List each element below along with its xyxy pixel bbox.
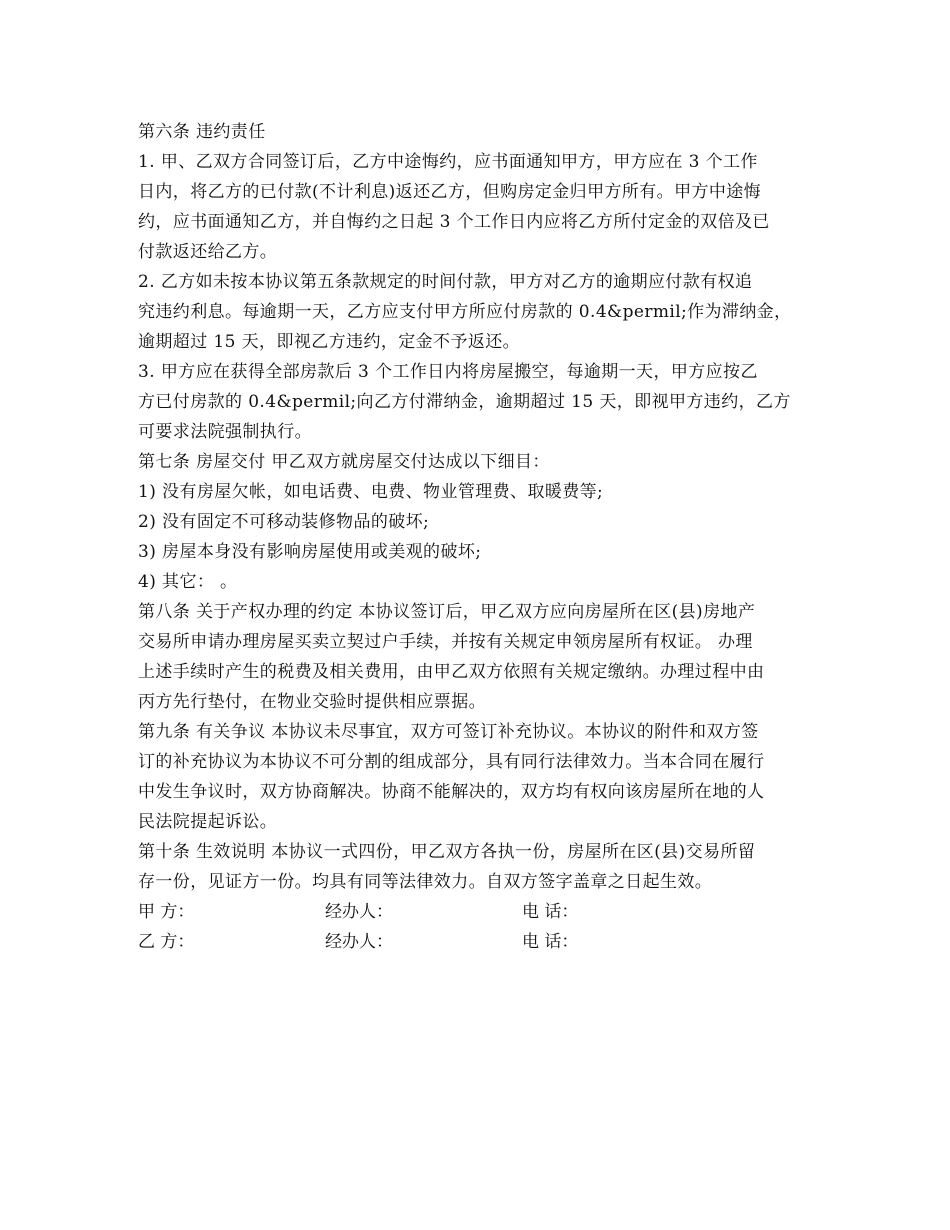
- text-line: 日内，将乙方的已付款(不计利息)返还乙方，但购房定金归甲方所有。甲方中途悔: [138, 182, 762, 202]
- text-line: 第六条 违约责任: [138, 122, 266, 142]
- text-line: 第七条 房屋交付 甲乙双方就房屋交付达成以下细目：: [138, 452, 550, 472]
- party-b-agent-label: 经办人：: [325, 932, 393, 952]
- text-line: 约，应书面通知乙方，并自悔约之日起 3 个工作日内应将乙方所付定金的双倍及已: [138, 212, 770, 232]
- text-line: 1. 甲、乙双方合同签订后，乙方中途悔约，应书面通知甲方，甲方应在 3 个工作: [138, 152, 758, 172]
- text-line: 2. 乙方如未按本协议第五条款规定的时间付款，甲方对乙方的逾期应付款有权追: [138, 272, 753, 292]
- party-a-label: 甲 方：: [138, 902, 195, 922]
- text-line: 订的补充协议为本协议不可分割的组成部分，具有同行法律效力。当本合同在履行: [138, 752, 765, 772]
- text-line: 方已付房款的 0.4&permil;向乙方付滞纳金，逾期超过 15 天，即视甲方违约，乙方: [138, 392, 791, 412]
- text-line: 存一份，见证方一份。均具有同等法律效力。自双方签字盖章之日起生效。: [138, 872, 713, 892]
- text-line: 可要求法院强制执行。: [138, 422, 312, 442]
- party-a-phone-label: 电 话：: [522, 902, 579, 922]
- text-line: 究违约利息。每逾期一天，乙方应支付甲方所应付房款的 0.4&permil;作为滞纳金，: [138, 302, 792, 322]
- text-line: 上述手续时产生的税费及相关费用，由甲乙双方依照有关规定缴纳。办理过程中由: [138, 662, 765, 682]
- party-b-phone-label: 电 话：: [522, 932, 579, 952]
- text-line: 第十条 生效说明 本协议一式四份，甲乙双方各执一份，房屋所在区(县)交易所留: [138, 842, 756, 862]
- party-a-agent-label: 经办人：: [325, 902, 393, 922]
- party-b-label: 乙 方：: [138, 932, 195, 952]
- text-line: 2) 没有固定不可移动装修物品的破坏;: [138, 512, 430, 532]
- text-line: 3) 房屋本身没有影响房屋使用或美观的破坏;: [138, 542, 482, 562]
- text-line: 1) 没有房屋欠帐，如电话费、电费、物业管理费、取暖费等;: [138, 482, 604, 502]
- text-line: 4) 其它： 。: [138, 572, 238, 592]
- signature-row-party-a: [138, 897, 818, 927]
- text-line: 逾期超过 15 天，即视乙方违约，定金不予返还。: [138, 332, 521, 352]
- signature-row-party-b: [138, 927, 818, 957]
- text-line: 丙方先行垫付，在物业交验时提供相应票据。: [138, 692, 486, 712]
- text-line: 第九条 有关争议 本协议未尽事宜，双方可签订补充协议。本协议的附件和双方签: [138, 722, 759, 742]
- text-line: 第八条 关于产权办理的约定 本协议签订后，甲乙双方应向房屋所在区(县)房地产: [138, 602, 756, 622]
- text-line: 交易所申请办理房屋买卖立契过户手续，并按有关规定申领房屋所有权证。 办理: [138, 632, 753, 652]
- text-line: 民法院提起诉讼。: [138, 812, 278, 832]
- document-body: [138, 117, 818, 957]
- text-line: 付款返还给乙方。: [138, 242, 278, 262]
- text-line: 3. 甲方应在获得全部房款后 3 个工作日内将房屋搬空，每逾期一天，甲方应按乙: [138, 362, 758, 382]
- text-line: 中发生争议时，双方协商解决。协商不能解决的，双方均有权向该房屋所在地的人: [138, 782, 765, 802]
